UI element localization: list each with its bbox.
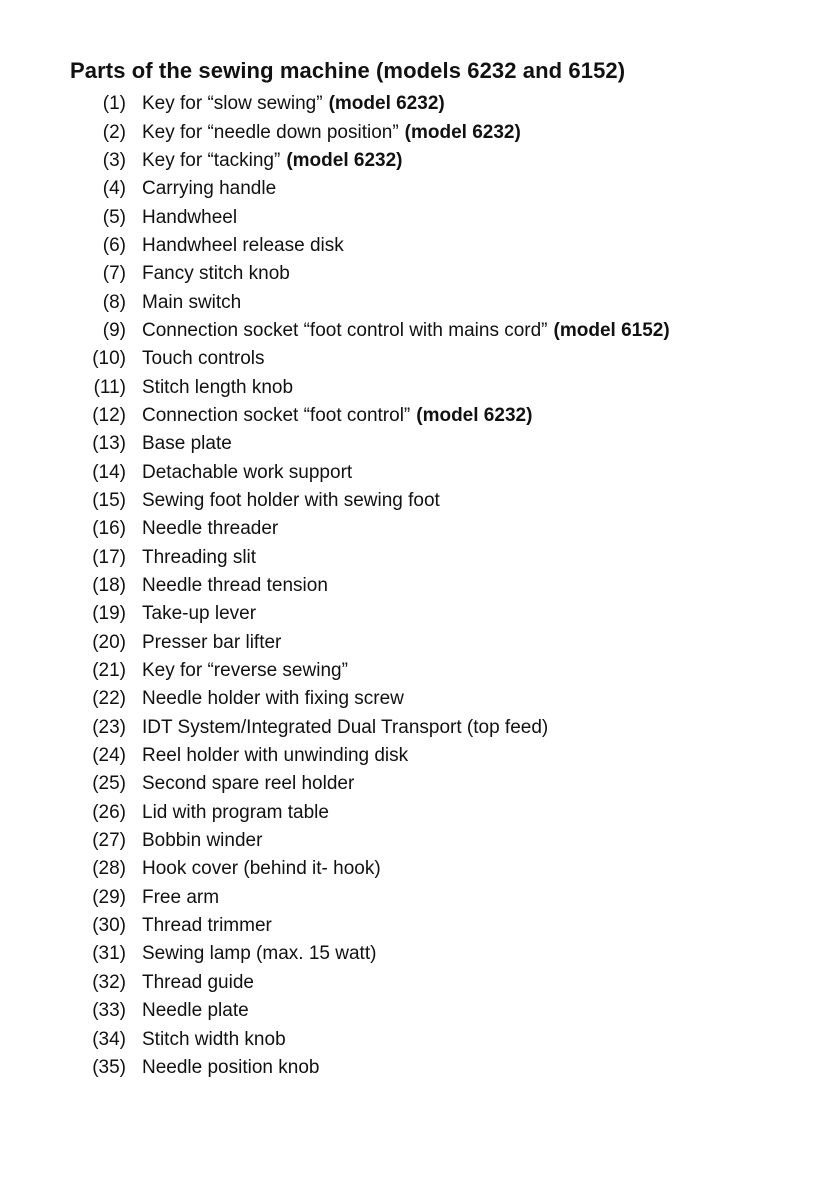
part-label: Main switch (142, 291, 242, 313)
part-label: Bobbin winder (142, 830, 263, 852)
list-item (68, 317, 808, 345)
part-number: (12) (92, 404, 126, 426)
list-item (68, 544, 808, 572)
list-item (68, 685, 808, 713)
part-number: (16) (92, 518, 126, 540)
list-item (68, 90, 808, 118)
part-number: (7) (102, 263, 126, 285)
part-number: (24) (92, 745, 126, 767)
part-model-note: (model 6232) (328, 93, 445, 115)
list-item (68, 884, 808, 912)
part-model-note: (model 6232) (416, 404, 533, 426)
part-label: Thread trimmer (142, 915, 272, 937)
part-label: Key for “needle down position” (142, 121, 399, 143)
list-item (68, 799, 808, 827)
part-label: Reel holder with unwinding disk (142, 745, 409, 767)
part-label: Connection socket “foot control” (142, 404, 411, 426)
part-label: Needle thread tension (142, 575, 328, 597)
list-item (68, 487, 808, 515)
list-item (68, 1025, 808, 1053)
list-item (68, 260, 808, 288)
list-item (68, 430, 808, 458)
parts-list (68, 90, 808, 1082)
part-number: (13) (92, 433, 126, 455)
list-item (68, 657, 808, 685)
list-item (68, 175, 808, 203)
list-item (68, 1054, 808, 1082)
part-number: (23) (92, 716, 126, 738)
part-model-note: (model 6152) (553, 319, 670, 341)
list-item (68, 912, 808, 940)
list-item (68, 147, 808, 175)
part-label: Second spare reel holder (142, 773, 355, 795)
list-item (68, 572, 808, 600)
part-number: (19) (92, 603, 126, 625)
part-number: (4) (102, 178, 126, 200)
part-number: (2) (102, 121, 126, 143)
page-title: Parts of the sewing machine (models 6232 and 6152) (70, 58, 626, 83)
part-label: Hook cover (behind it- hook) (142, 858, 381, 880)
list-item (68, 742, 808, 770)
part-number: (15) (92, 489, 126, 511)
part-number: (34) (92, 1028, 126, 1050)
part-label: Threading slit (142, 546, 257, 568)
part-number: (8) (102, 291, 126, 313)
part-label: Carrying handle (142, 178, 277, 200)
part-number: (3) (102, 149, 126, 171)
list-item (68, 515, 808, 543)
part-label: Free arm (142, 886, 220, 908)
part-label: Connection socket “foot control with mains cord” (142, 319, 548, 341)
part-label: Presser bar lifter (142, 631, 282, 653)
list-item (68, 940, 808, 968)
part-number: (21) (92, 660, 126, 682)
part-label: Needle position knob (142, 1056, 320, 1078)
list-item (68, 600, 808, 628)
part-label: Stitch width knob (142, 1028, 286, 1050)
list-item (68, 458, 808, 486)
list-item (68, 714, 808, 742)
list-item (68, 288, 808, 316)
part-label: Lid with program table (142, 801, 329, 823)
part-label: Handwheel (142, 206, 238, 228)
part-number: (33) (92, 1000, 126, 1022)
part-number: (32) (92, 971, 126, 993)
part-label: Needle plate (142, 1000, 249, 1022)
list-item (68, 629, 808, 657)
part-label: Touch controls (142, 348, 265, 370)
part-label: Needle holder with fixing screw (142, 688, 404, 710)
part-label: Handwheel release disk (142, 234, 344, 256)
part-number: (17) (92, 546, 126, 568)
list-item (68, 855, 808, 883)
list-item (68, 827, 808, 855)
part-label: Thread guide (142, 971, 254, 993)
part-number: (22) (92, 688, 126, 710)
part-number: (1) (102, 93, 126, 115)
part-number: (10) (92, 348, 126, 370)
part-number: (35) (92, 1056, 126, 1078)
part-label: IDT System/Integrated Dual Transport (top feed) (142, 716, 549, 738)
part-number: (28) (92, 858, 126, 880)
part-model-note: (model 6232) (404, 121, 521, 143)
part-number: (27) (92, 830, 126, 852)
list-item (68, 118, 808, 146)
part-number: (18) (92, 575, 126, 597)
part-label: Stitch length knob (142, 376, 294, 398)
list-item (68, 770, 808, 798)
part-label: Key for “reverse sewing” (142, 660, 348, 682)
list-item (68, 997, 808, 1025)
list-item (68, 345, 808, 373)
part-label: Sewing lamp (max. 15 watt) (142, 943, 377, 965)
part-number: (29) (92, 886, 126, 908)
part-number: (26) (92, 801, 126, 823)
part-label: Sewing foot holder with sewing foot (142, 489, 440, 511)
part-label: Key for “slow sewing” (142, 93, 323, 115)
list-item (68, 402, 808, 430)
part-label: Key for “tacking” (142, 149, 281, 171)
part-number: (9) (102, 319, 126, 341)
part-label: Take-up lever (142, 603, 257, 625)
part-number: (5) (102, 206, 126, 228)
part-number: (14) (92, 461, 126, 483)
part-label: Fancy stitch knob (142, 263, 290, 285)
part-number: (11) (93, 376, 126, 398)
part-number: (30) (92, 915, 126, 937)
list-item (68, 232, 808, 260)
part-number: (31) (92, 943, 126, 965)
list-item (68, 203, 808, 231)
list-item (68, 373, 808, 401)
part-number: (6) (102, 234, 126, 256)
part-model-note: (model 6232) (286, 149, 403, 171)
part-label: Needle threader (142, 518, 279, 540)
part-number: (25) (92, 773, 126, 795)
part-number: (20) (92, 631, 126, 653)
list-item (68, 969, 808, 997)
part-label: Base plate (142, 433, 232, 455)
part-label: Detachable work support (142, 461, 353, 483)
